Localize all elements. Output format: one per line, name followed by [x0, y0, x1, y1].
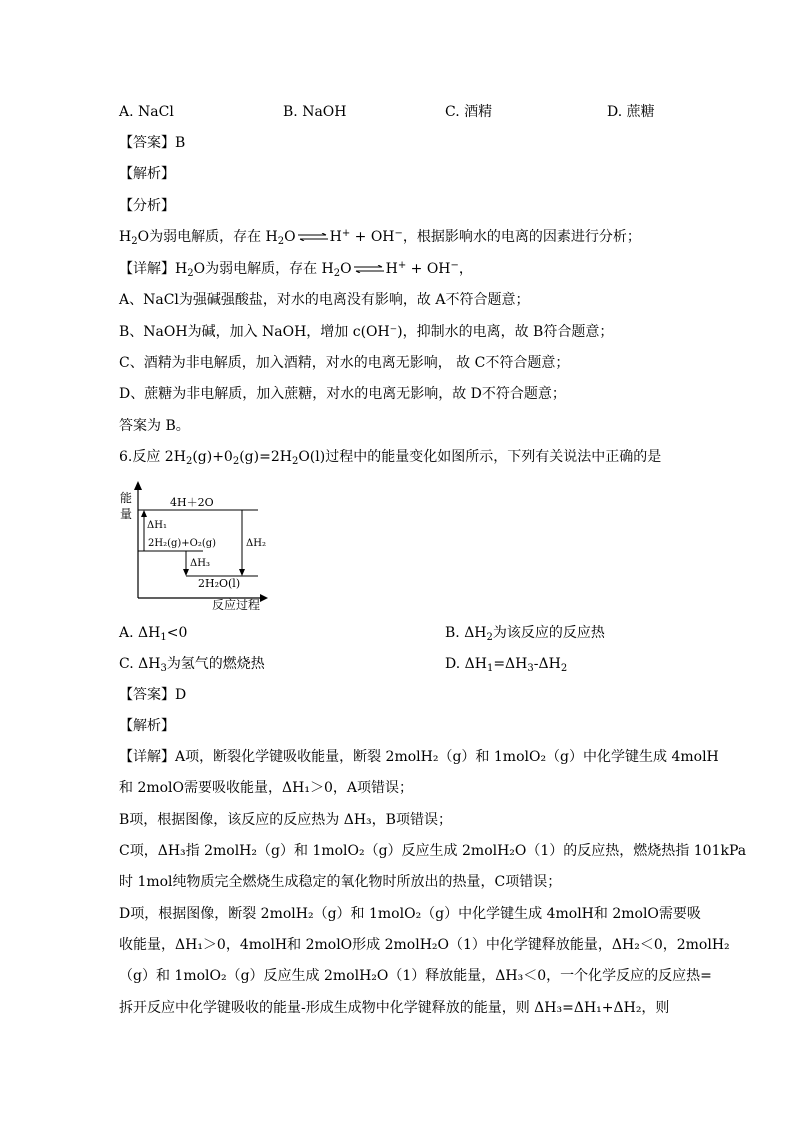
q5-line-a: A、NaCl为强碱强酸盐，对水的电离没有影响，故 A不符合题意； — [119, 292, 530, 308]
y-axis-arrow-icon — [134, 481, 142, 490]
dh3-arrowhead-icon — [183, 569, 189, 576]
q6-stem: 6.反应 $2H_2(g)+0_2(g)=2H_2O(l)$过程中的能量变化如图所示，下列有关说法中正确的是 — [119, 449, 662, 467]
q6-option-d: D. $\Delta H_1=\Delta H_3-\Delta H_2$ — [445, 656, 568, 674]
q6-detail-b: B项，根据图像，该反应的反应热为 ΔH₃，B项错误； — [119, 812, 452, 828]
energy-diagram — [118, 480, 268, 610]
q5-detail-text: 【详解】$H_2O$为弱电解质，存在 $H_2O$ H+ + OH−， — [119, 260, 473, 279]
q5-option-b: B. NaOH — [283, 104, 347, 120]
x-axis-label: 反应过程 — [212, 598, 261, 610]
q6-detail-c-line1: C项，ΔH₃指 2molH₂（g）和 1molO₂（g）反应生成 2molH₂O（1）的反应热，燃烧热指 101kPa — [119, 843, 747, 859]
y-axis-label-2: 量 — [120, 507, 133, 521]
q6-option-c: C. $\Delta H_3$为氢气的燃烧热 — [119, 656, 265, 674]
x-axis-arrow-icon — [260, 594, 268, 602]
q6-detail-d-line3: （g）和 1molO₂（g）反应生成 2molH₂O（1）释放能量，ΔH₃＜0，一个化学反应的反应热= — [119, 968, 712, 984]
q6-detail-d-line2: 收能量，ΔH₁＞0，4molH和 2molO形成 2molH₂O（1）中化学键释放能量，ΔH₂＜0，2molH₂ — [119, 937, 730, 953]
q6-detail-a-line1: 【详解】A项，断裂化学键吸收能量，断裂 2molH₂（g）和 1molO₂（g）中化学键生成 4molH — [119, 749, 719, 765]
q6-detail-a-line2: 和 2molO需要吸收能量，ΔH₁＞0，A项错误； — [119, 780, 413, 796]
bottom-level-label: 2H₂O(l) — [198, 577, 241, 590]
top-level-label: 4H＋2O — [170, 496, 214, 509]
dh3-label: ΔH₃ — [190, 558, 210, 569]
mid-level-label: 2H₂(g)+O₂(g) — [148, 538, 217, 549]
q5-option-c: C. 酒精 — [445, 104, 493, 120]
dh2-label: ΔH₂ — [246, 538, 266, 549]
q5-option-d: D. 蔗糖 — [607, 104, 655, 120]
q6-detail-d-line4: 拆开反应中化学键吸收的能量-形成生成物中化学键释放的能量，则 ΔH₃=ΔH₁+ΔH₂，则 — [119, 1000, 670, 1016]
equilibrium-arrow-icon — [298, 233, 328, 241]
q6-answer: 【答案】D — [119, 687, 187, 703]
q5-fenxi-text: $H_2O$为弱电解质，存在 $H_2O$ H+ + OH−，根据影响水的电离的因素进行分析； — [119, 228, 641, 247]
y-axis-label-1: 能 — [120, 491, 133, 505]
q6-option-b: B. $\Delta H_2$为该反应的反应热 — [445, 625, 605, 643]
q5-line-d: D、蔗糖为非电解质，加入蔗糖，对水的电离无影响，故 D不符合题意； — [119, 386, 566, 402]
q5-answer: 【答案】B — [119, 135, 186, 151]
dh1-arrowhead-icon — [141, 510, 147, 517]
q5-fenxi-heading: 【分析】 — [119, 198, 175, 214]
q5-line-c: C、酒精为非电解质，加入酒精，对水的电离无影响， 故 C不符合题意； — [119, 355, 570, 371]
q5-option-a: A. NaCl — [119, 104, 174, 120]
q5-conclusion: 答案为 B。 — [119, 418, 190, 434]
q5-analysis-heading: 【解析】 — [119, 166, 175, 182]
q6-detail-d-line1: D项，根据图像，断裂 2molH₂（g）和 1molO₂（g）中化学键生成 4molH和 2molO需要吸 — [119, 906, 701, 922]
q6-detail-c-line2: 时 1mol纯物质完全燃烧生成稳定的氧化物时所放出的热量，C项错误； — [119, 874, 562, 890]
dh1-label: ΔH₁ — [147, 520, 167, 531]
q6-option-a: A. $\Delta H_1<0$ — [119, 625, 188, 643]
q6-analysis-heading: 【解析】 — [119, 718, 175, 734]
q5-line-b: B、NaOH为碱，加入 NaOH，增加 c(OH⁻)，抑制水的电离，故 B符合题意； — [119, 324, 614, 340]
equilibrium-arrow-icon — [354, 265, 384, 273]
dh2-arrowhead-icon — [239, 569, 245, 576]
